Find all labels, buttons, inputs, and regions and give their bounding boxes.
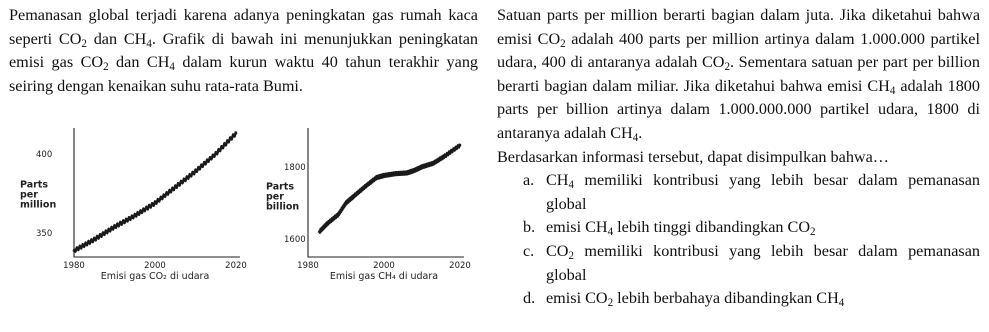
- data-point: [364, 185, 367, 188]
- x-tick-label: 2020: [449, 261, 471, 271]
- answer-option[interactable]: [497, 240, 980, 287]
- intro-column: [9, 4, 478, 98]
- data-point: [432, 162, 435, 165]
- data-point: [394, 172, 397, 175]
- option-key: c.: [523, 241, 535, 260]
- data-point: [383, 174, 386, 177]
- y-tick-label: 1800: [284, 162, 306, 173]
- answer-options: [497, 169, 980, 311]
- question-stem: Berdasarkan informasi tersebut, dapat disimpulkan bahwa…: [497, 147, 889, 166]
- x-tick-label: 2020: [225, 261, 247, 271]
- answer-option[interactable]: [497, 216, 980, 240]
- option-key: b.: [523, 218, 536, 237]
- data-point: [444, 155, 447, 158]
- data-point: [406, 172, 409, 175]
- y-axis-label: Parts: [266, 181, 294, 193]
- data-point: [73, 249, 76, 252]
- data-point: [133, 214, 136, 217]
- y-axis-label: Parts: [20, 179, 48, 191]
- data-point: [174, 186, 177, 189]
- data-point: [345, 202, 348, 205]
- y-axis-label: million: [20, 199, 57, 211]
- explanation-paragraph: Satuan parts per million berarti bagian dalam juta. Jika diketahui bahwa emisi $CO_2$ adalah 400 parts per million artinya dalam 1.000.000 partikel udara, 400 di antaranya adalah $CO_2$. Sementara satuan per part per billion berarti bagian dalam miliar. Jika diketahui bahwa emisi $CH_4$ adalah 1800 parts per billion artinya dalam 1.000.000.000 partikel udara, 1800 di antaranya adalah $CH_4$.: [497, 6, 980, 145]
- ch4-emission-chart: [262, 126, 484, 284]
- option-text: $CO_2$ memiliki kontribusi yang lebih besar dalam pemanasan global: [546, 241, 980, 284]
- data-point: [235, 132, 238, 135]
- data-point: [352, 195, 355, 198]
- answer-option[interactable]: [497, 287, 980, 311]
- y-axis-label: per: [266, 191, 284, 203]
- data-point: [326, 223, 329, 226]
- data-point: [459, 144, 462, 147]
- x-axis-label: Emisi gas CO₂ di udara: [100, 271, 210, 282]
- option-text: $CH_4$ memiliki kontribusi yang lebih besar dalam pemanasan global: [546, 171, 980, 213]
- series-line: [74, 131, 236, 251]
- x-tick-label: 1980: [297, 261, 319, 271]
- option-text: emisi $CH_4$ lebih tinggi dibandingkan $CO_2$: [546, 218, 816, 239]
- data-point: [154, 202, 157, 205]
- y-axis-label: per: [20, 189, 38, 201]
- x-tick-label: 1980: [63, 261, 85, 271]
- axis-lines: [308, 128, 464, 257]
- option-key: a.: [523, 171, 535, 190]
- co2-emission-chart: [20, 126, 250, 284]
- data-point: [113, 226, 116, 229]
- data-point: [93, 238, 96, 241]
- x-tick-label: 2000: [144, 261, 166, 271]
- intro-paragraph: Pemanasan global terjadi karena adanya peningkatan gas rumah kaca seperti $CO_2$ dan $CH_4$. Grafik di bawah ini menunjukkan peningkatan emisi gas $CO_2$ dan $CH_4$ dalam kurun waktu 40 tahun terakhir yang seiring dengan kenaikan suhu rata-rata Bumi.: [9, 6, 479, 95]
- option-text: emisi $CO_2$ lebih berbahaya dibandingkan $CH_4$: [546, 289, 845, 310]
- data-point: [318, 230, 321, 233]
- data-point: [413, 169, 416, 172]
- data-point: [337, 213, 340, 216]
- explanation-column: [497, 4, 980, 311]
- y-tick-label: 350: [36, 229, 53, 240]
- data-point: [375, 176, 378, 179]
- x-axis-label: Emisi gas CH₄ di udara: [329, 271, 439, 282]
- y-tick-label: 400: [36, 149, 53, 160]
- y-tick-label: 1600: [284, 234, 306, 245]
- data-point: [194, 170, 197, 173]
- series-line: [319, 144, 460, 233]
- data-point: [421, 166, 424, 169]
- x-tick-label: 2000: [373, 261, 395, 271]
- option-key: d.: [523, 289, 536, 308]
- y-axis-label: billion: [266, 201, 300, 213]
- answer-option[interactable]: [497, 169, 980, 216]
- data-point: [214, 153, 217, 156]
